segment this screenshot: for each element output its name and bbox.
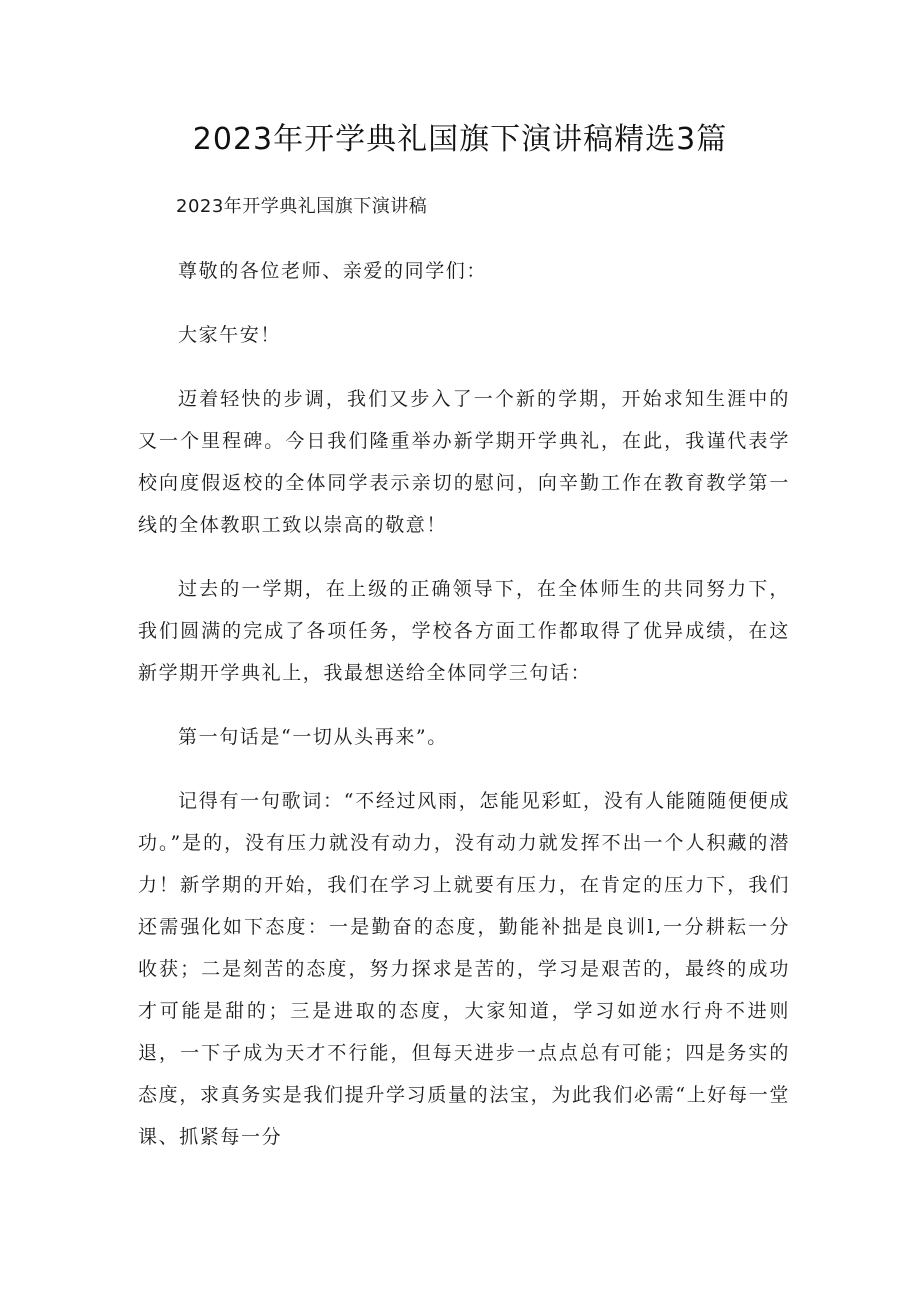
paragraph-greeting: 大家午安！ bbox=[178, 324, 282, 346]
paragraph-lyrics: 记得有一句歌词：“不经过风雨，怎能见彩虹，没有人能随随便便成功。”是的，没有压力就没有动力，没有动力就发挥不出一个人积藏的潜力！新学期的开始，我们在学习上就要有压力，在肯定的压力下，我们还需强化如下态度：一是勤奋的态度，勤能补拙是良训l,一分耕耘一分收获；二是刻苦的态度，努力探求是苦的，学习是艰苦的，最终的成功才可能是甜的；三是进取的态度，大家知道，学习如逆水行舟不进则退，一下子成为天才不行能，但每天进步一点点总有可能；四是务实的态度，求真务实是我们提升学习质量的法宝，为此我们必需“上好每一堂课、抓紧每一分 bbox=[138, 790, 790, 1148]
document-body bbox=[138, 186, 790, 1158]
paragraph-salutation: 尊敬的各位老师、亲爱的同学们： bbox=[178, 260, 488, 282]
paragraph-opening: 迈着轻快的步调，我们又步入了一个新的学期，开始求知生涯中的又一个里程碑。今日我们隆重举办新学期开学典礼，在此，我谨代表学校向度假返校的全体同学表示亲切的慰问，向辛勤工作在教育教学第一线的全体教职工致以崇高的敬意！ bbox=[138, 388, 790, 536]
paragraph-first-point: 第一句话是“一切从头再来”。 bbox=[178, 726, 448, 748]
document-subtitle: 2023年开学典礼国旗下演讲稿 bbox=[176, 196, 428, 217]
document-title: 2023年开学典礼国旗下演讲稿精选3篇 bbox=[192, 122, 728, 157]
paragraph-review: 过去的一学期，在上级的正确领导下，在全体师生的共同努力下，我们圆满的完成了各项任务，学校各方面工作都取得了优异成绩，在这新学期开学典礼上，我最想送给全体同学三句话： bbox=[138, 578, 790, 684]
